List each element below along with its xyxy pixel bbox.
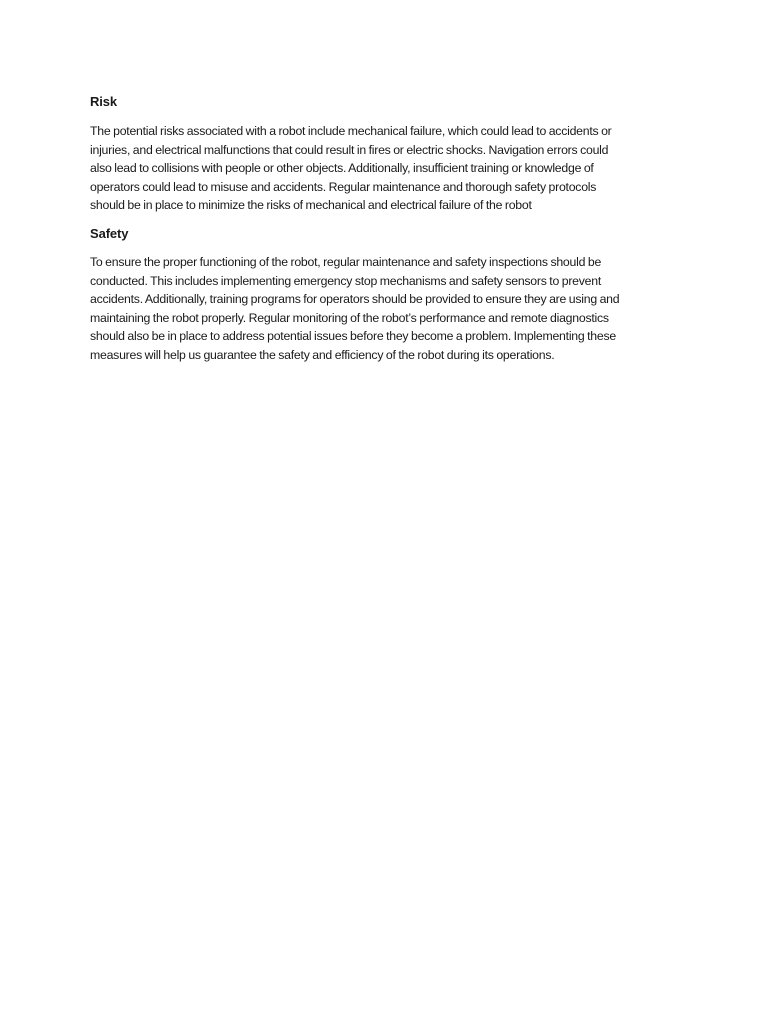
text-line: injuries, and electrical malfunctions that could result in fires or electric shocks. Navigation errors could <box>90 142 609 157</box>
section-heading-risk: Risk <box>90 94 118 109</box>
text-line: conducted. This includes implementing emergency stop mechanisms and safety sensors to prevent <box>90 273 601 288</box>
text-line: The potential risks associated with a robot include mechanical failure, which could lead to accidents or <box>90 124 612 138</box>
section-paragraph-safety <box>90 253 678 365</box>
text-line: To ensure the proper functioning of the robot, regular maintenance and safety inspections should be <box>90 254 602 269</box>
text-line: operators could lead to misuse and accidents. Regular maintenance and thorough safety protocols <box>90 179 597 194</box>
section-paragraph-risk <box>90 122 678 215</box>
section-heading-safety: Safety <box>90 225 129 241</box>
text-line: maintaining the robot properly. Regular monitoring of the robot’s performance and remote diagnostics <box>90 310 609 325</box>
text-line: should also be in place to address potential issues before they become a problem. Implementing these <box>90 329 616 344</box>
text-line: also lead to collisions with people or other objects. Additionally, insufficient training or knowledge of <box>90 161 594 176</box>
text-line: accidents. Additionally, training programs for operators should be provided to ensure they are using and <box>90 292 620 307</box>
text-line: should be in place to minimize the risks of mechanical and electrical failure of the robot <box>90 198 532 213</box>
document-body <box>90 93 678 365</box>
text-line: measures will help us guarantee the safety and efficiency of the robot during its operations. <box>90 347 555 362</box>
